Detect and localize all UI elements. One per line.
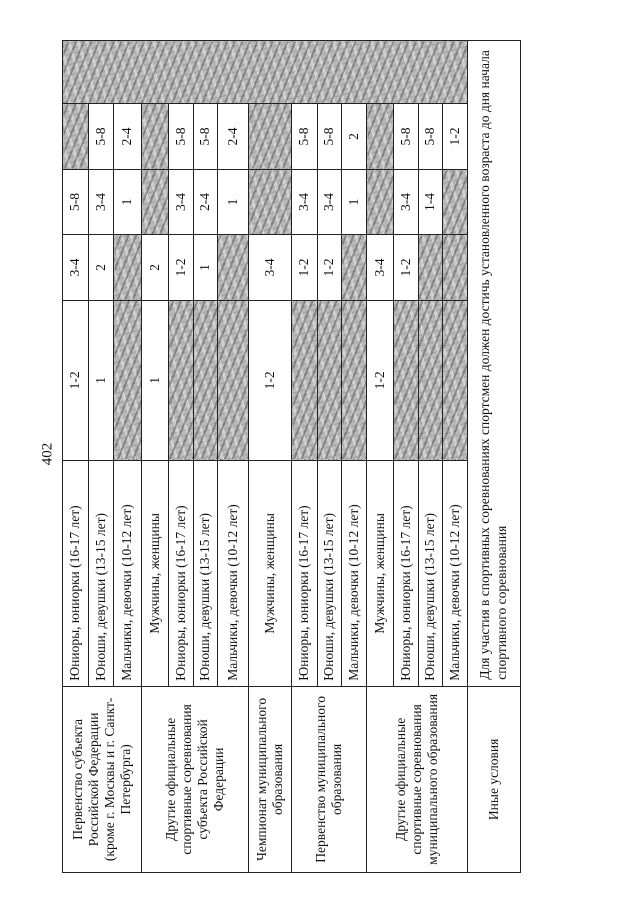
place-cell: 3-4	[367, 235, 394, 300]
place-cell	[249, 104, 292, 169]
place-cell: 1	[142, 300, 169, 460]
table-row	[292, 41, 318, 873]
competition-municipal-other: Другие официальные спортивные соревнования муниципального образования	[367, 686, 468, 872]
place-cell	[142, 104, 169, 169]
rotated-table-sheet	[62, 40, 509, 873]
place-cell: 2	[342, 104, 367, 169]
competition-municipal-first: Первенство муниципального образования	[292, 686, 367, 872]
age-group-boys: Мальчики, девочки (10-12 лет)	[218, 460, 249, 686]
place-cell: 3-4	[249, 235, 292, 300]
place-cell: 1-2	[394, 235, 419, 300]
place-cell: 5-8	[169, 104, 194, 169]
place-cell	[443, 300, 468, 460]
place-cell: 3-4	[292, 169, 318, 234]
table-row	[63, 41, 89, 873]
age-group-youths: Юноши, девушки (13-15 лет)	[318, 460, 342, 686]
table-body	[63, 41, 521, 873]
place-cell	[318, 300, 342, 460]
place-cell: 1-2	[367, 300, 394, 460]
place-cell: 3-4	[169, 169, 194, 234]
place-cell: 5-8	[292, 104, 318, 169]
shaded-blank-column	[63, 41, 468, 104]
age-group-juniors: Юниоры, юниорки (16-17 лет)	[169, 460, 194, 686]
rotated-page-area	[62, 40, 509, 873]
place-cell: 1	[114, 169, 142, 234]
age-group-juniors: Юниоры, юниорки (16-17 лет)	[63, 460, 89, 686]
conditions-note: Для участия в спортивных соревнованиях спортсмен должен достичь установленного возраста до дня начала спортивного соревнования	[468, 41, 521, 687]
age-group-men: Мужчины, женщины	[142, 460, 169, 686]
place-cell	[218, 300, 249, 460]
age-group-youths: Юноши, девушки (13-15 лет)	[419, 460, 443, 686]
place-cell: 5-8	[318, 104, 342, 169]
place-cell	[342, 300, 367, 460]
table-row	[468, 41, 521, 873]
place-cell: 1	[194, 235, 218, 300]
age-group-juniors: Юниоры, юниорки (16-17 лет)	[292, 460, 318, 686]
table-row	[249, 41, 292, 873]
place-cell	[249, 169, 292, 234]
age-group-boys: Мальчики, девочки (10-12 лет)	[443, 460, 468, 686]
place-cell: 1-4	[419, 169, 443, 234]
table-row	[142, 41, 169, 873]
place-cell: 1-2	[292, 235, 318, 300]
place-cell	[169, 300, 194, 460]
place-cell: 1-2	[63, 300, 89, 460]
place-cell: 1	[342, 169, 367, 234]
place-cell	[419, 235, 443, 300]
age-group-men: Мужчины, женщины	[367, 460, 394, 686]
place-cell: 2-4	[218, 104, 249, 169]
place-cell: 2-4	[114, 104, 142, 169]
place-cell	[218, 235, 249, 300]
place-cell: 5-8	[419, 104, 443, 169]
place-cell: 1-2	[169, 235, 194, 300]
place-cell: 5-8	[63, 169, 89, 234]
age-group-youths: Юноши, девушки (13-15 лет)	[89, 460, 114, 686]
place-cell: 2	[89, 235, 114, 300]
age-group-boys: Мальчики, девочки (10-12 лет)	[342, 460, 367, 686]
competition-subject-championship: Первенство субъекта Российской Федерации (кроме г. Москвы и г. Санкт-Петербурга)	[63, 686, 142, 872]
place-cell	[367, 169, 394, 234]
place-cell	[63, 104, 89, 169]
competition-municipal-championship: Чемпионат муниципального образования	[249, 686, 292, 872]
competition-places-table	[62, 40, 521, 873]
age-group-boys: Мальчики, девочки (10-12 лет)	[114, 460, 142, 686]
place-cell	[367, 104, 394, 169]
place-cell: 3-4	[63, 235, 89, 300]
competition-other-conditions: Иные условия	[468, 686, 521, 872]
place-cell	[443, 235, 468, 300]
place-cell: 1-2	[249, 300, 292, 460]
place-cell	[292, 300, 318, 460]
place-cell: 5-8	[394, 104, 419, 169]
page-number: 402	[39, 442, 56, 466]
table-row	[367, 41, 394, 873]
place-cell: 1	[218, 169, 249, 234]
place-cell: 5-8	[194, 104, 218, 169]
place-cell: 1-2	[318, 235, 342, 300]
place-cell: 2	[142, 235, 169, 300]
place-cell: 2-4	[194, 169, 218, 234]
place-cell: 5-8	[89, 104, 114, 169]
age-group-youths: Юноши, девушки (13-15 лет)	[194, 460, 218, 686]
place-cell	[194, 300, 218, 460]
place-cell	[342, 235, 367, 300]
place-cell: 1-2	[443, 104, 468, 169]
place-cell	[114, 235, 142, 300]
age-group-men: Мужчины, женщины	[249, 460, 292, 686]
place-cell	[419, 300, 443, 460]
place-cell	[394, 300, 419, 460]
place-cell	[142, 169, 169, 234]
place-cell: 3-4	[318, 169, 342, 234]
competition-subject-other: Другие официальные спортивные соревнования субъекта Российской Федерации	[142, 686, 249, 872]
place-cell: 1	[89, 300, 114, 460]
place-cell: 3-4	[394, 169, 419, 234]
age-group-juniors: Юниоры, юниорки (16-17 лет)	[394, 460, 419, 686]
place-cell	[114, 300, 142, 460]
place-cell: 3-4	[89, 169, 114, 234]
place-cell	[443, 169, 468, 234]
